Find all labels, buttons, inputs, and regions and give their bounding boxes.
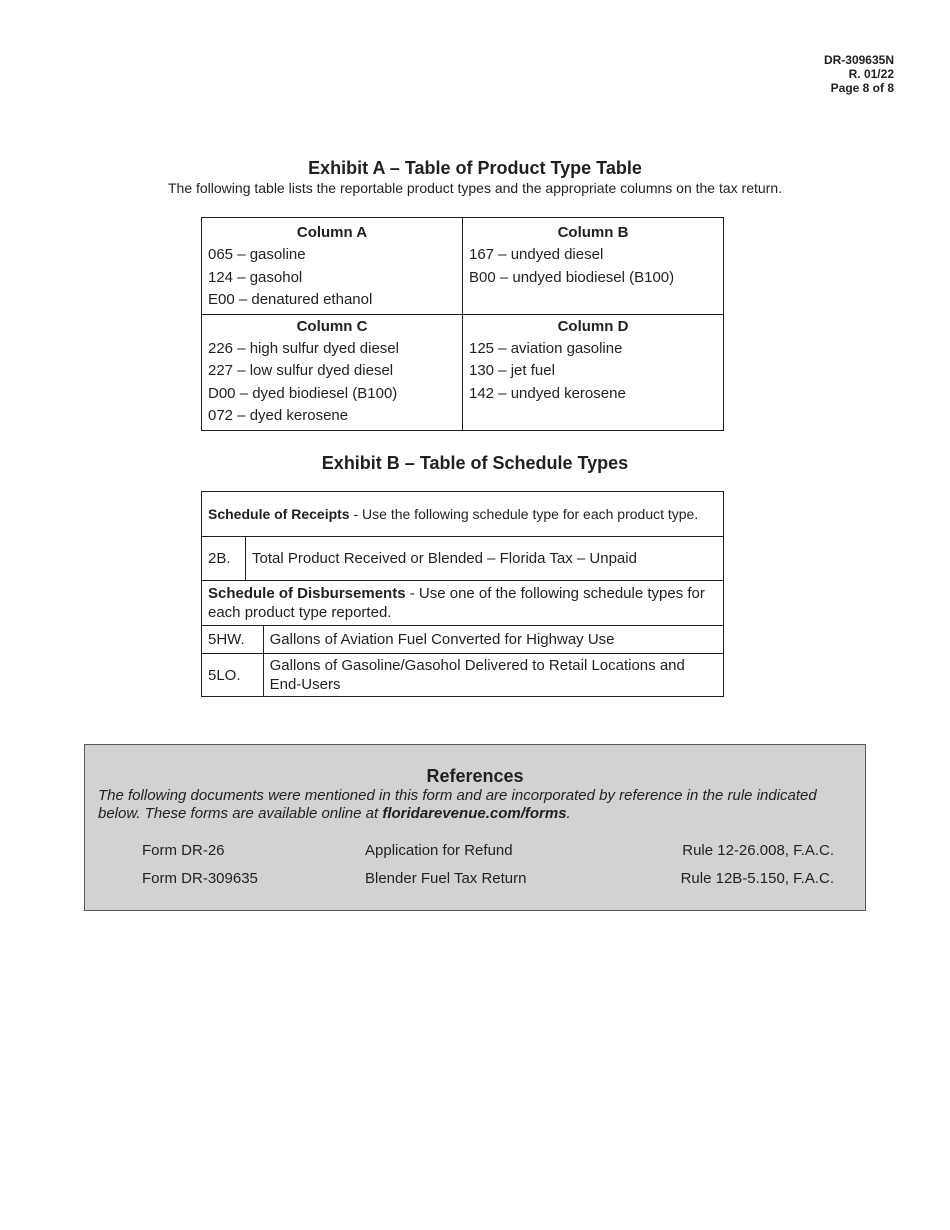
schedule-code: 5LO. — [202, 654, 264, 697]
forms-link[interactable]: floridarevenue.com/forms — [382, 805, 567, 822]
schedule-code: 2B. — [202, 537, 246, 581]
references-title: References — [426, 766, 524, 786]
exhibit-b-title: Exhibit B – Table of Schedule Types — [321, 453, 629, 473]
product-item: 226 – high sulfur dyed diesel — [208, 339, 399, 357]
form-header — [824, 53, 894, 95]
column-heading: Column C — [296, 317, 368, 335]
reference-rule: Rule 12-26.008, F.A.C. — [682, 842, 834, 859]
references-box — [84, 744, 866, 911]
receipts-note: - Use the following schedule type for each product type. — [349, 506, 699, 522]
receipts-heading: Schedule of Receipts — [208, 506, 350, 522]
schedule-types-table — [201, 491, 724, 697]
references-intro-end: . — [566, 805, 571, 822]
disbursements-header-cell — [202, 581, 724, 626]
disbursements-note: - Use one of the following schedule types for each product type reported. — [208, 585, 705, 621]
product-item: D00 – dyed biodiesel (B100) — [208, 384, 398, 402]
reference-name: Blender Fuel Tax Return — [365, 870, 527, 887]
form-number: DR-309635N — [823, 53, 894, 67]
product-item: 072 – dyed kerosene — [208, 407, 349, 424]
product-type-table — [201, 217, 724, 431]
column-d-cell — [463, 314, 724, 430]
exhibit-a-title: Exhibit A – Table of Product Type Table — [308, 158, 642, 178]
references-intro — [98, 787, 858, 823]
reference-row — [85, 870, 865, 890]
exhibit-a-subtitle: The following table lists the reportable product types and the appropriate columns on the tax return. — [167, 180, 783, 196]
product-item: 167 – undyed diesel — [469, 246, 604, 263]
column-c-cell — [202, 314, 463, 430]
disbursements-heading: Schedule of Disbursements — [208, 585, 406, 602]
schedule-description: Total Product Received or Blended – Florida Tax – Unpaid — [246, 537, 724, 581]
schedule-code: 5HW. — [202, 626, 264, 654]
schedule-description: Gallons of Gasoline/Gasohol Delivered to Retail Locations and End-Users — [263, 654, 723, 697]
product-item: 125 – aviation gasoline — [469, 339, 623, 357]
page-number: Page 8 of 8 — [830, 81, 894, 95]
reference-rule: Rule 12B-5.150, F.A.C. — [680, 870, 834, 887]
column-heading: Column D — [557, 317, 629, 335]
column-a-cell — [202, 218, 463, 315]
product-item: 130 – jet fuel — [469, 362, 555, 379]
form-revision: R. 01/22 — [848, 67, 894, 81]
product-item: 227 – low sulfur dyed diesel — [208, 362, 394, 379]
column-heading: Column B — [557, 224, 629, 241]
product-item: 124 – gasohol — [208, 268, 303, 286]
references-intro-text: The following documents were mentioned in this form and are incorporated by reference in the rule indicated below. These forms are available online at — [98, 787, 817, 822]
reference-name: Application for Refund — [365, 842, 513, 859]
column-heading: Column A — [296, 224, 368, 241]
column-b-cell — [463, 218, 724, 315]
reference-form: Form DR-26 — [142, 842, 225, 859]
reference-form: Form DR-309635 — [142, 870, 258, 887]
reference-row — [85, 842, 865, 862]
product-item: 142 – undyed kerosene — [469, 384, 626, 402]
product-item: B00 – undyed biodiesel (B100) — [469, 268, 675, 286]
product-item: 065 – gasoline — [208, 246, 306, 263]
schedule-description: Gallons of Aviation Fuel Converted for Highway Use — [263, 626, 723, 654]
receipts-header-cell — [202, 492, 724, 537]
product-item: E00 – denatured ethanol — [208, 291, 373, 308]
